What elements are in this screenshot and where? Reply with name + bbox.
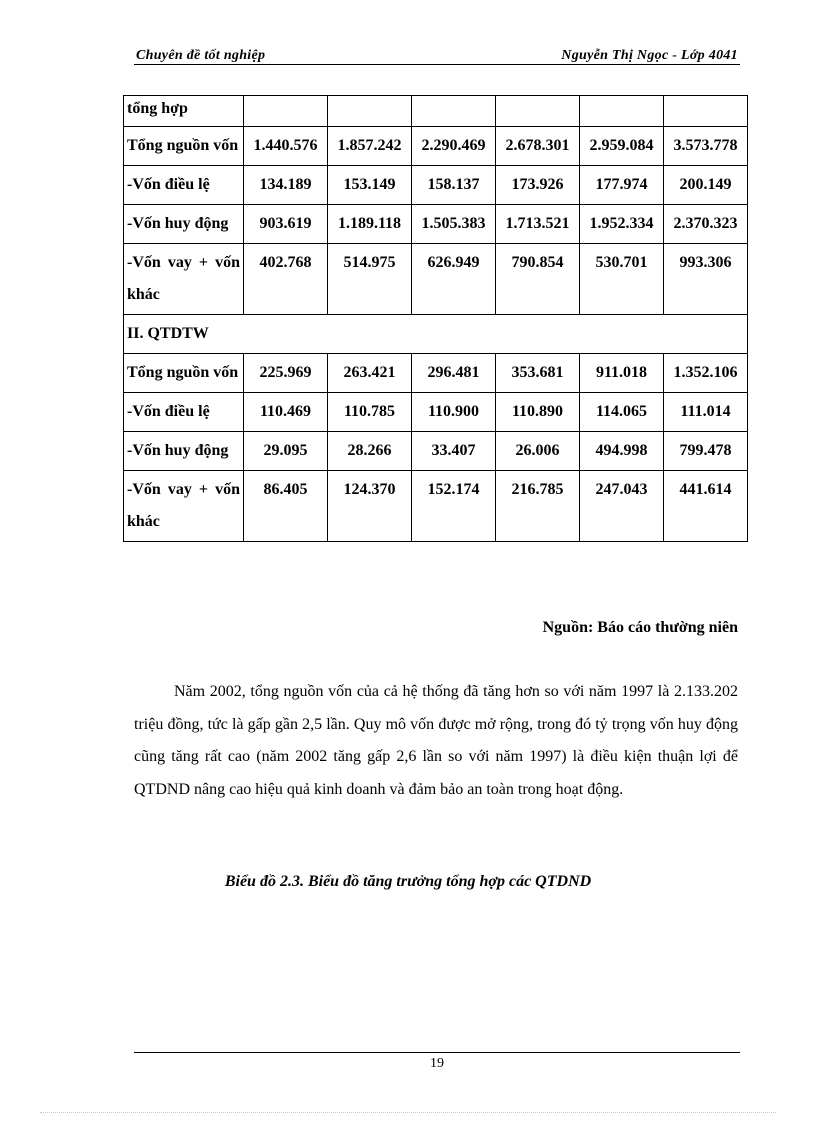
row-label: -Vốn huy động — [124, 205, 244, 244]
table-cell: 790.854 — [496, 244, 580, 315]
row-label: Tổng nguồn vốn — [124, 354, 244, 393]
page-number: 19 — [430, 1056, 444, 1071]
table-row — [124, 471, 748, 542]
row-label: -Vốn điều lệ — [124, 166, 244, 205]
table-cell: 86.405 — [244, 471, 328, 542]
row-label: -Vốn huy động — [124, 432, 244, 471]
table-row — [124, 315, 748, 354]
table-cell: 111.014 — [664, 393, 748, 432]
table-cell: 114.065 — [580, 393, 664, 432]
table-cell: 1.857.242 — [328, 127, 412, 166]
table-source: Nguồn: Báo cáo thường niên — [542, 619, 738, 636]
page-header — [134, 44, 740, 65]
table-cell: 225.969 — [244, 354, 328, 393]
table-cell: 247.043 — [580, 471, 664, 542]
section-heading: II. QTDTW — [124, 315, 748, 354]
table-cell: 626.949 — [412, 244, 496, 315]
table-cell: 152.174 — [412, 471, 496, 542]
table-cell: 903.619 — [244, 205, 328, 244]
header-title: Chuyên đề tốt nghiệp — [136, 48, 266, 63]
table-cell: 441.614 — [664, 471, 748, 542]
row-label: -Vốn điều lệ — [124, 393, 244, 432]
table-cell: 33.407 — [412, 432, 496, 471]
chart-caption: Biểu đồ 2.3. Biểu đồ tăng trưởng tổng hợp các QTDND — [224, 873, 592, 890]
table-cell: 296.481 — [412, 354, 496, 393]
row-label: tổng hợp — [124, 96, 244, 127]
table-cell: 2.678.301 — [496, 127, 580, 166]
table-cell: 216.785 — [496, 471, 580, 542]
table-cell: 1.189.118 — [328, 205, 412, 244]
table-cell: 353.681 — [496, 354, 580, 393]
table-cell: 110.900 — [412, 393, 496, 432]
page-edge-divider — [40, 1112, 776, 1113]
table-cell: 28.266 — [328, 432, 412, 471]
table-cell: 3.573.778 — [664, 127, 748, 166]
table-row — [124, 354, 748, 393]
table-row — [124, 127, 748, 166]
row-label: Tổng nguồn vốn — [124, 127, 244, 166]
table-row — [124, 205, 748, 244]
table-cell: 263.421 — [328, 354, 412, 393]
table-cell: 200.149 — [664, 166, 748, 205]
table-cell: 2.290.469 — [412, 127, 496, 166]
table-cell: 993.306 — [664, 244, 748, 315]
table-cell: 1.952.334 — [580, 205, 664, 244]
table-cell: 911.018 — [580, 354, 664, 393]
table-cell: 29.095 — [244, 432, 328, 471]
table-cell: 110.469 — [244, 393, 328, 432]
table-row — [124, 244, 748, 315]
table-cell: 173.926 — [496, 166, 580, 205]
table-row — [124, 393, 748, 432]
table-cell: 1.440.576 — [244, 127, 328, 166]
table-cell: 26.006 — [496, 432, 580, 471]
row-label: -Vốn vay + vốn khác — [124, 471, 244, 542]
row-label: -Vốn vay + vốn khác — [124, 244, 244, 315]
table-cell: 2.370.323 — [664, 205, 748, 244]
table-cell: 110.785 — [328, 393, 412, 432]
table-row — [124, 166, 748, 205]
table-cell: 1.505.383 — [412, 205, 496, 244]
capital-table — [123, 95, 748, 542]
table-cell: 514.975 — [328, 244, 412, 315]
table-cell: 1.713.521 — [496, 205, 580, 244]
table-cell: 799.478 — [664, 432, 748, 471]
body-paragraph — [134, 676, 738, 806]
page-footer — [134, 1052, 740, 1072]
table-cell: 2.959.084 — [580, 127, 664, 166]
table-cell: 110.890 — [496, 393, 580, 432]
table-row — [124, 96, 748, 127]
table-cell: 402.768 — [244, 244, 328, 315]
table-cell: 530.701 — [580, 244, 664, 315]
table-row — [124, 432, 748, 471]
table-cell: 124.370 — [328, 471, 412, 542]
table-cell: 134.189 — [244, 166, 328, 205]
table-cell: 1.352.106 — [664, 354, 748, 393]
table-cell: 153.149 — [328, 166, 412, 205]
table-cell: 158.137 — [412, 166, 496, 205]
paragraph-text: Năm 2002, tổng nguồn vốn của cả hệ thống đã tăng hơn so với năm 1997 là 2.133.202 triệu đồng, tức là gấp gần 2,5 lần. Quy mô vốn được mở rộng, trong đó tỷ trọng vốn huy động cũng tăng rất cao (năm 2002 tăng gấp 2,6 lần so với năm 1997) là điều kiện thuận lợi để QTDND nâng cao hiệu quả kinh doanh và đảm bảo an toàn trong hoạt động. — [134, 683, 738, 798]
table-cell: 177.974 — [580, 166, 664, 205]
table-cell: 494.998 — [580, 432, 664, 471]
header-author: Nguyễn Thị Ngọc - Lớp 4041 — [561, 48, 738, 63]
